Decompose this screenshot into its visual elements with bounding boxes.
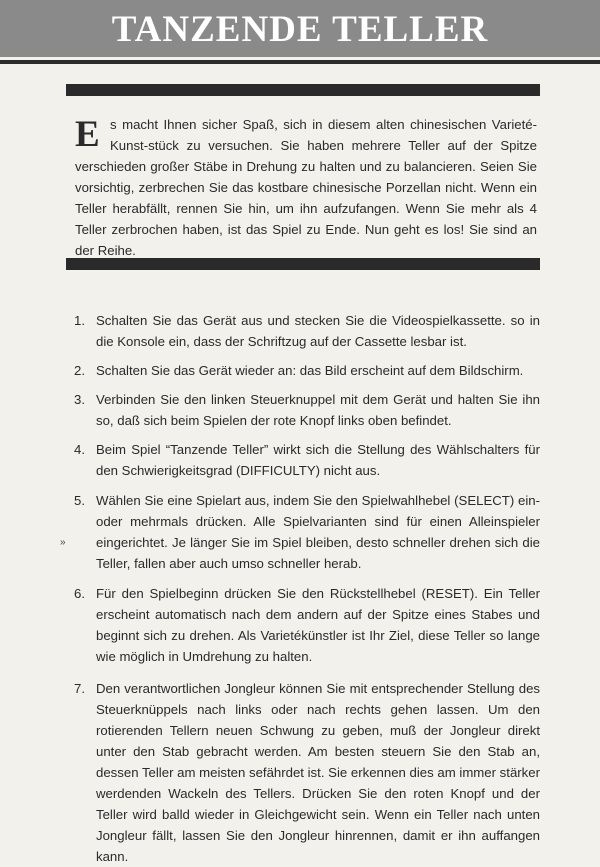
- instructions-list: [60, 310, 540, 867]
- margin-mark: »: [60, 537, 66, 548]
- instruction-step: [74, 583, 540, 667]
- instruction-step: [74, 360, 540, 381]
- page-title: TANZENDE TELLER: [111, 9, 489, 50]
- intro-text: s macht Ihnen sicher Spaß, sich in diesem alten chinesischen Varieté-Kunst-stück zu versuchen. Sie haben mehrere Teller auf der Spitze verschieden großer Stäbe in Drehung zu halten und zu balancieren. Seien Sie vorsichtig, zerbrechen Sie das kostbare chinesische Porzellan nicht. Wenn ein Teller herabfällt, rennen Sie hin, um ihn aufzufangen. Wenn Sie mehr als 4 Teller zerbrochen haben, ist das Spiel zu Ende. Nun geht es los! Sie sind an der Reihe.: [75, 117, 537, 258]
- step-number: 7.: [74, 681, 85, 696]
- intro-paragraph: [75, 114, 537, 261]
- instruction-step: [74, 310, 540, 352]
- step-number: 4.: [74, 442, 85, 457]
- step-number: 5.: [74, 493, 85, 508]
- step-text: Wählen Sie eine Spielart aus, indem Sie den Spielwahlhebel (SELECT) ein- oder mehrmals drücken. Alle Spielvarianten sind für einen Alleinspieler eingerichtet. Je länger Sie im Spiel bleiben, desto schneller drehen sich die Teller, fallen aber auch umso schneller herab.: [96, 493, 540, 571]
- step-number: 3.: [74, 392, 85, 407]
- intro-top-bar: [66, 84, 540, 96]
- title-banner: [0, 0, 600, 57]
- step-number: 2.: [74, 363, 85, 378]
- step-text: Schalten Sie das Gerät wieder an: das Bild erscheint auf dem Bildschirm.: [96, 363, 524, 378]
- step-number: 6.: [74, 586, 85, 601]
- header-divider: [0, 60, 600, 64]
- instruction-step: [74, 678, 540, 867]
- instruction-step: [60, 490, 540, 574]
- step-text: Verbinden Sie den linken Steuerknuppel mit dem Gerät und halten Sie ihn so, daß sich beim Spielen der rote Knopf links oben befindet.: [96, 392, 540, 428]
- step-number: 1.: [74, 313, 85, 328]
- instruction-step: [74, 439, 540, 481]
- step-text: Für den Spielbeginn drücken Sie den Rückstellhebel (RESET). Ein Teller erscheint automatisch nach dem andern auf der Spitze eines Stabes und beginnt sich zu drehen. Als Varietékünstler ist Ihr Ziel, diese Teller so lange wie möglich in Umdrehung zu halten.: [96, 586, 540, 664]
- intro-bottom-bar: [66, 258, 540, 270]
- drop-cap: E: [75, 114, 100, 155]
- step-text: Den verantwortlichen Jongleur können Sie mit entsprechender Stellung des Steuerknüppels nach links oder nach rechts gehen lassen. Um den rotierenden Tellern neuen Schwung zu geben, muß der Jongleur direkt unter den Stab gebracht werden. Am besten steuern Sie den Stab an, dessen Teller am meisten sefährdet ist. Sie erkennen dies am immer stärker werdenden Wackeln des Tellers. Drücken Sie den roten Knopf und der Teller wird balld wieder in Gleichgewicht sein. Wenn ein Teller nach unten Jongleur fällt, lassen Sie den Jongleur hinrennen, damit er ihn auffangen kann.: [96, 681, 540, 864]
- instruction-step: [74, 389, 540, 431]
- step-text: Schalten Sie das Gerät aus und stecken Sie die Videospielkassette. so in die Konsole ein, dass der Schriftzug auf der Cassette lesbar ist.: [96, 313, 540, 349]
- step-text: Beim Spiel “Tanzende Teller” wirkt sich die Stellung des Wählschalters für den Schwierigkeitsgrad (DIFFICULTY) nicht aus.: [96, 442, 540, 478]
